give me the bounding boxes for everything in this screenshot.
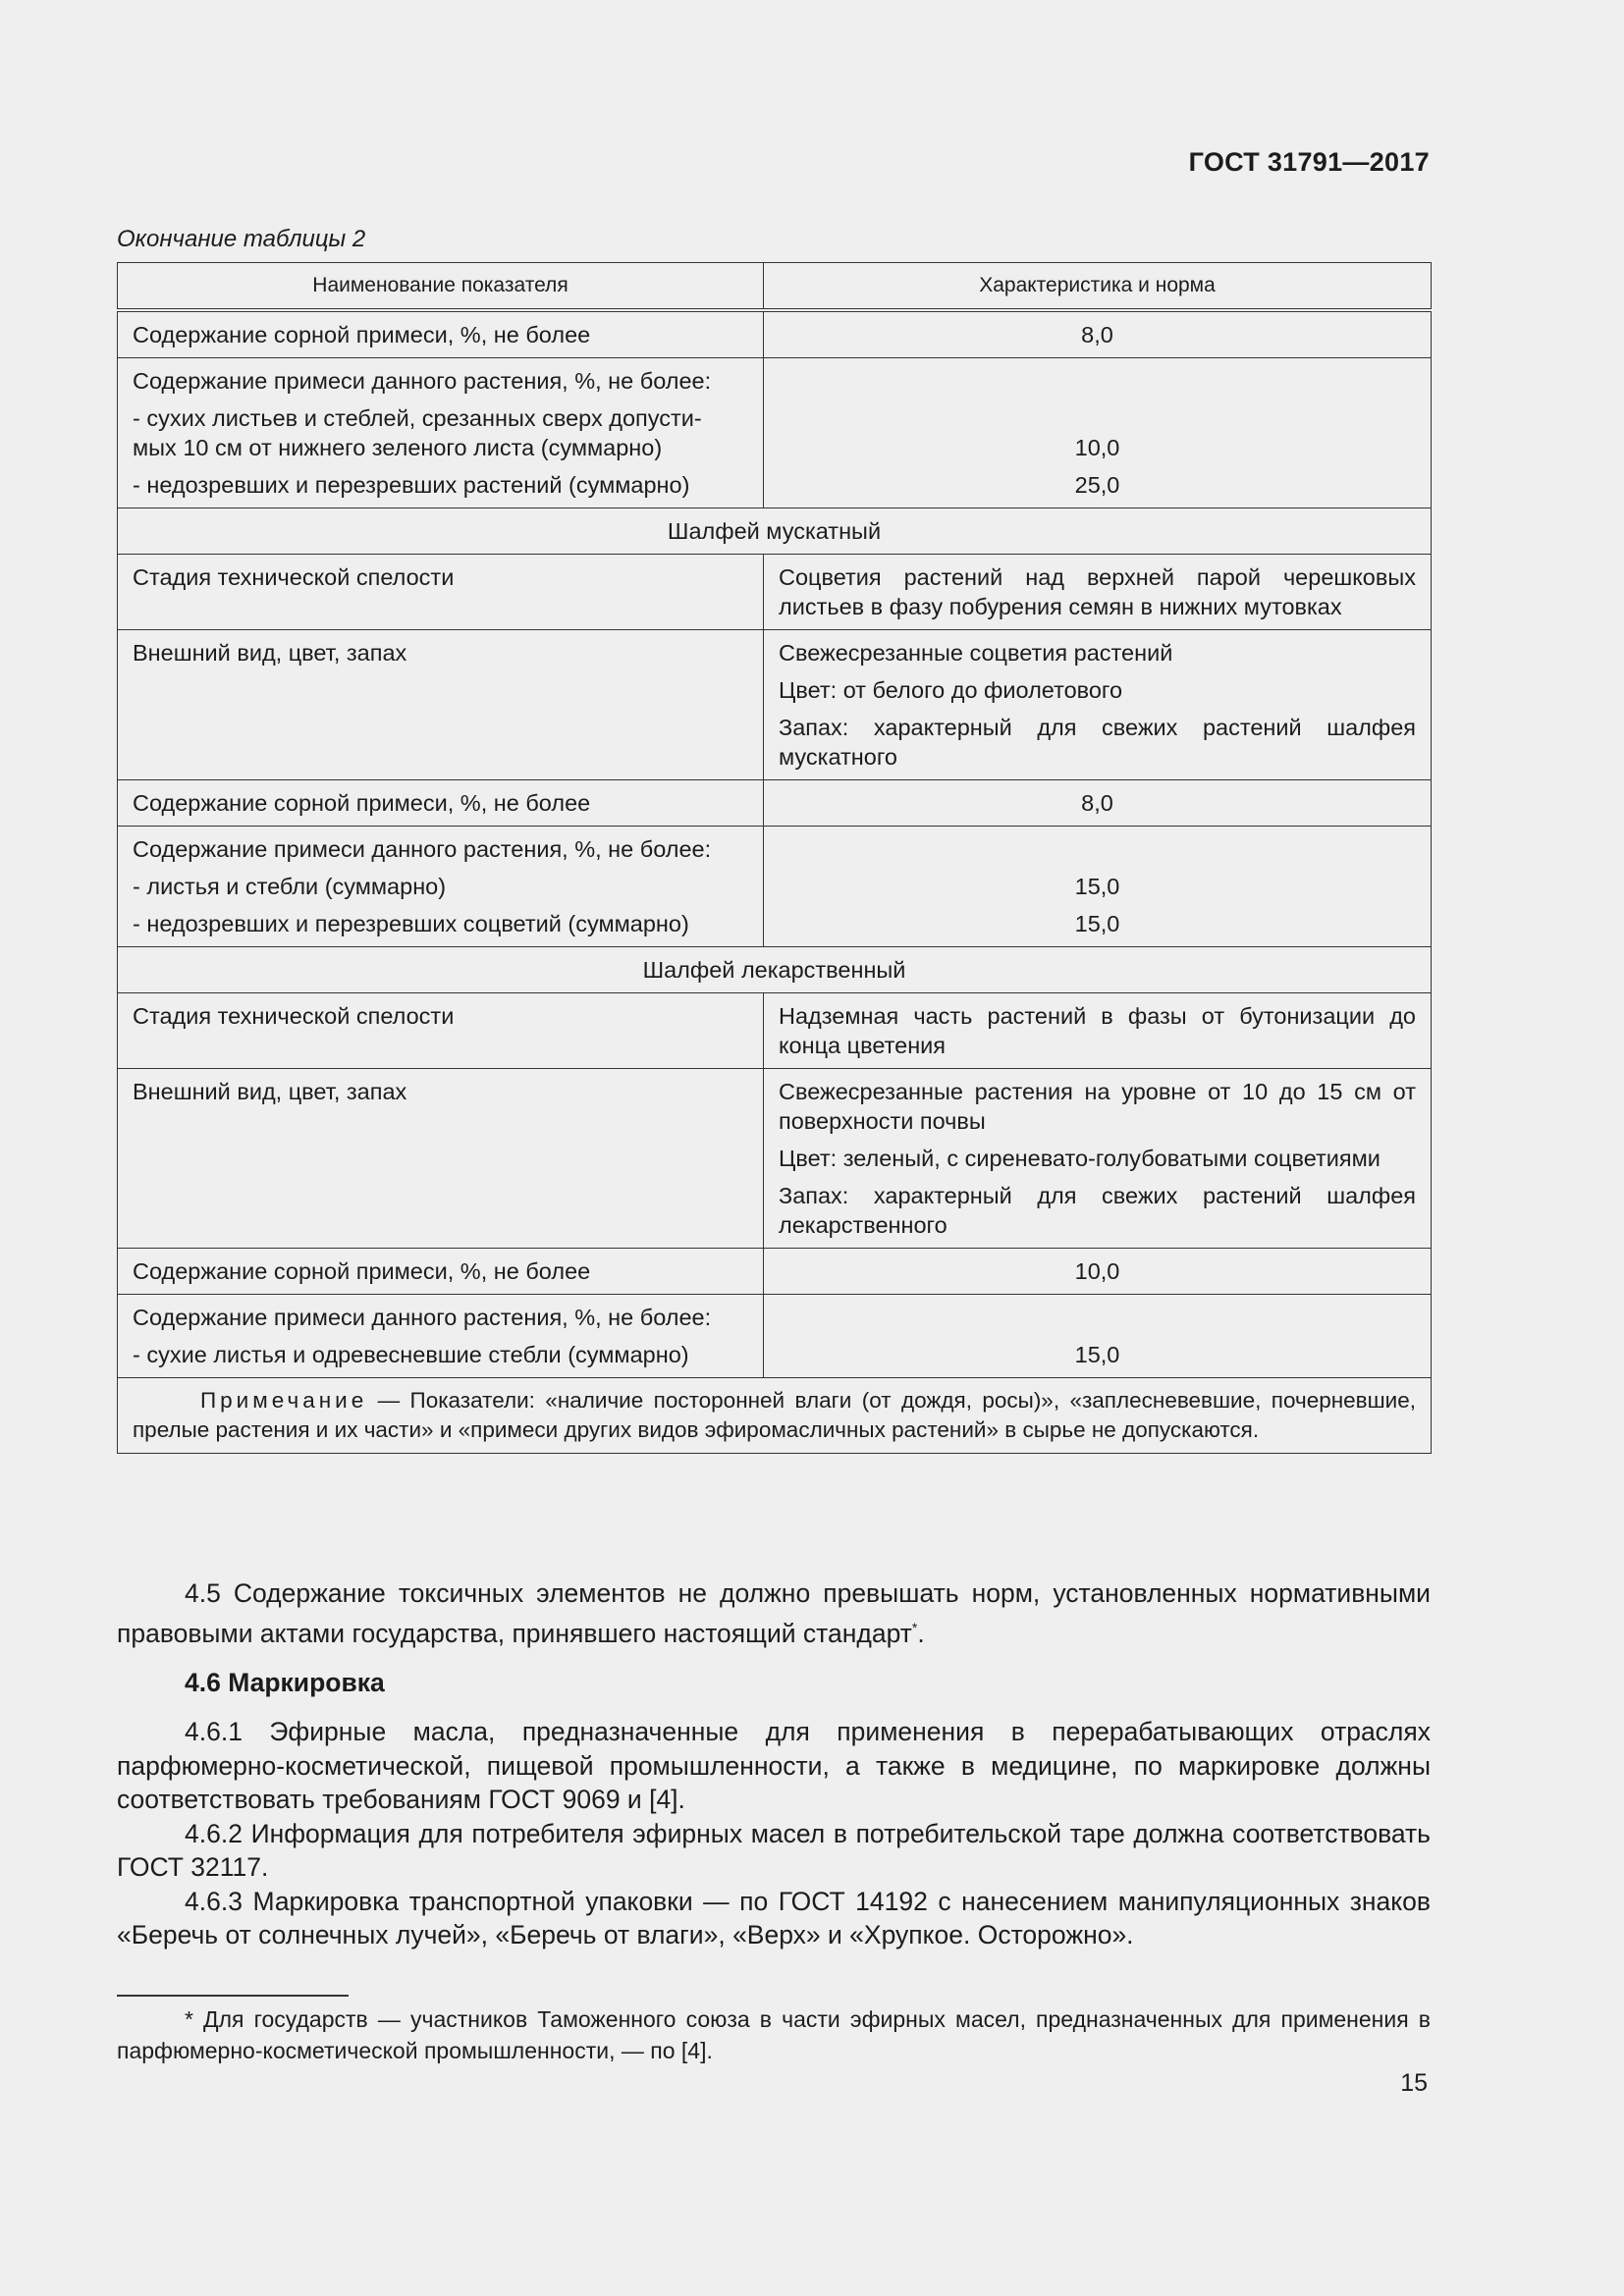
specification-table bbox=[117, 262, 1432, 1454]
section-title: Шалфей мускатный bbox=[118, 508, 1432, 555]
note-text: — Показатели: «наличие посторонней влаги (от дождя, росы)», «заплесневевшие, почерневшие, прелые растения и их части» и «примеси других видов эфиромасличных растений» в сырье не допускаются. bbox=[133, 1388, 1416, 1442]
table-row bbox=[118, 358, 1432, 508]
paragraph-4-5 bbox=[117, 1576, 1431, 1650]
indicator-name: Внешний вид, цвет, запах bbox=[118, 630, 764, 780]
indicator-subvalue: 15,0 bbox=[1074, 1342, 1120, 1367]
indicator-name: Содержание сорной примеси, %, не более bbox=[118, 310, 764, 358]
table-row bbox=[118, 827, 1432, 947]
indicator-value bbox=[764, 1069, 1432, 1249]
table-row bbox=[118, 1295, 1432, 1378]
value-line: Цвет: от белого до фиолетового bbox=[779, 677, 1123, 703]
paragraph-4-6-1: 4.6.1 Эфирные масла, предназначенные для применения в перерабатывающих отраслях парфюмерно-косметической, пищевой промышленности, а также в медицине, по маркировке должны соответствовать требованиям ГОСТ 9069 и [4]. bbox=[117, 1717, 1431, 1815]
indicator-value: Соцветия растений над верхней парой черешковых листьев в фазу побурения семян в нижних мутовках bbox=[764, 555, 1432, 630]
indicator-subitem: - листья и стебли (суммарно) bbox=[133, 874, 447, 899]
indicator-name: Содержание сорной примеси, %, не более bbox=[118, 780, 764, 827]
indicator-name: Содержание сорной примеси, %, не более bbox=[118, 1249, 764, 1295]
column-header: Характеристика и норма bbox=[764, 263, 1432, 311]
value-line: Запах: характерный для свежих растений шалфея лекарственного bbox=[779, 1183, 1416, 1238]
indicator-name: Стадия технической спелости bbox=[118, 993, 764, 1069]
indicator-name bbox=[118, 1295, 764, 1378]
section-heading-4-6: 4.6 Маркировка bbox=[185, 1667, 385, 1697]
table-row bbox=[118, 630, 1432, 780]
table-row bbox=[118, 1069, 1432, 1249]
indicator-name-text: Содержание примеси данного растения, %, не более: bbox=[133, 368, 712, 394]
indicator-value bbox=[764, 1295, 1432, 1378]
paragraph-4-6-2: 4.6.2 Информация для потребителя эфирных масел в потребительской таре должна соответствовать ГОСТ 32117. bbox=[117, 1818, 1431, 1883]
indicator-subitem: - сухие листья и одревесневшие стебли (суммарно) bbox=[133, 1342, 689, 1367]
note-row bbox=[118, 1378, 1432, 1454]
indicator-subitem-cont: мых 10 см от нижнего зеленого листа (суммарно) bbox=[133, 435, 663, 460]
indicator-value: 8,0 bbox=[764, 310, 1432, 358]
page-number: 15 bbox=[1400, 2069, 1428, 2097]
indicator-subvalue: 15,0 bbox=[1074, 874, 1120, 899]
indicator-subitem: - сухих листьев и стеблей, срезанных сверх допусти- bbox=[133, 405, 702, 431]
indicator-value bbox=[764, 630, 1432, 780]
indicator-value: 10,0 bbox=[764, 1249, 1432, 1295]
value-line: Цвет: зеленый, с сиреневато-голубоватыми соцветиями bbox=[779, 1146, 1380, 1171]
table-note bbox=[118, 1378, 1432, 1454]
value-line: Запах: характерный для свежих растений шалфея мускатного bbox=[779, 715, 1416, 770]
table-caption: Окончание таблицы 2 bbox=[117, 226, 366, 252]
indicator-value bbox=[764, 358, 1432, 508]
paragraph-4-6-3: 4.6.3 Маркировка транспортной упаковки — по ГОСТ 14192 с нанесением манипуляционных знаков «Беречь от солнечных лучей», «Беречь от влаги», «Верх» и «Хрупкое. Осторожно». bbox=[117, 1886, 1431, 1950]
indicator-value: Надземная часть растений в фазы от бутонизации до конца цветения bbox=[764, 993, 1432, 1069]
paragraph-text: 4.5 Содержание токсичных элементов не должно превышать норм, установленных нормативными правовыми актами государства, принявшего настоящий стандарт bbox=[117, 1578, 1431, 1648]
table-row bbox=[118, 555, 1432, 630]
table-row bbox=[118, 993, 1432, 1069]
table-row bbox=[118, 310, 1432, 358]
footnote: * Для государств — участников Таможенного союза в части эфирных масел, предназначенных для применения в парфюмерно-косметической промышленности, — по [4]. bbox=[117, 2006, 1431, 2063]
indicator-name bbox=[118, 827, 764, 947]
footnote-mark: * bbox=[911, 1619, 918, 1635]
indicator-subvalue: 25,0 bbox=[1074, 472, 1120, 498]
indicator-name bbox=[118, 358, 764, 508]
document-id: ГОСТ 31791—2017 bbox=[1188, 147, 1430, 177]
indicator-value bbox=[764, 827, 1432, 947]
paragraph-end: . bbox=[917, 1618, 925, 1648]
section-row bbox=[118, 508, 1432, 555]
indicator-value: 8,0 bbox=[764, 780, 1432, 827]
column-header: Наименование показателя bbox=[118, 263, 764, 311]
indicator-subitem: - недозревших и перезревших растений (суммарно) bbox=[133, 472, 690, 498]
indicator-name: Стадия технической спелости bbox=[118, 555, 764, 630]
note-label: Примечание bbox=[200, 1388, 368, 1413]
section-title: Шалфей лекарственный bbox=[118, 947, 1432, 993]
indicator-name-text: Содержание примеси данного растения, %, не более: bbox=[133, 1305, 712, 1330]
indicator-name-text: Содержание примеси данного растения, %, не более: bbox=[133, 836, 712, 862]
body-section bbox=[117, 1576, 1431, 1952]
value-line: Свежесрезанные соцветия растений bbox=[779, 640, 1173, 666]
indicator-subvalue: 10,0 bbox=[1074, 435, 1120, 460]
table-row bbox=[118, 1249, 1432, 1295]
value-line: Свежесрезанные растения на уровне от 10 до 15 см от поверхности почвы bbox=[779, 1079, 1416, 1134]
section-row bbox=[118, 947, 1432, 993]
indicator-subitem: - недозревших и перезревших соцветий (суммарно) bbox=[133, 911, 689, 936]
footnote-divider bbox=[117, 1995, 349, 1997]
indicator-name: Внешний вид, цвет, запах bbox=[118, 1069, 764, 1249]
table-row bbox=[118, 780, 1432, 827]
indicator-subvalue: 15,0 bbox=[1074, 911, 1120, 936]
table-header-row bbox=[118, 263, 1432, 311]
